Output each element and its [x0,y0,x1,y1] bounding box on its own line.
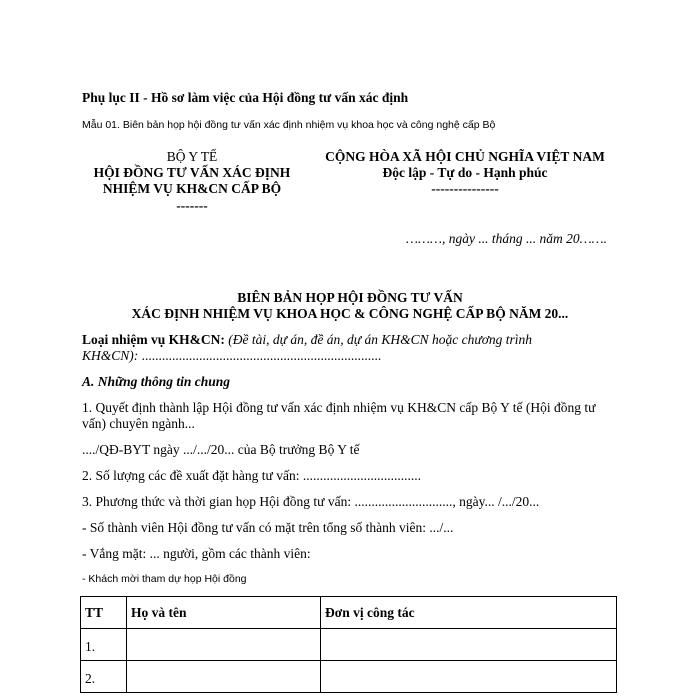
attendee-table [80,596,617,693]
members-present: - Số thành viên Hội đồng tư vấn có mặt trên tổng số thành viên: .../... [82,520,454,535]
item1-decision: ..../QĐ-BYT ngày .../.../20... của Bộ trưởng Bộ Y tế [82,442,360,457]
item1-line2: vấn) chuyên ngành... [82,416,195,431]
cell-tt: 2. [81,661,127,693]
item3: 3. Phương thức và thời gian họp Hội đồng tư vấn: ............................., ngày... /.../20... [82,494,540,509]
table-row [81,661,617,693]
cell-unit [321,661,617,693]
task-type-label: Loại nhiệm vụ KH&CN: [82,332,225,347]
doc-title-line1: BIÊN BẢN HỌP HỘI ĐỒNG TƯ VẤN [237,290,463,305]
members-absent: - Vắng mặt: ... người, gồm các thành viên: [82,546,311,561]
table-row [81,629,617,661]
cell-name [127,661,321,693]
table-header-row [81,597,617,629]
section-a-heading: A. Những thông tin chung [82,374,231,389]
guests-line: - Khách mời tham dự họp Hội đồng [82,573,247,585]
header-unit: Đơn vị công tác [321,597,617,629]
cell-unit [321,629,617,661]
task-type-hint-cont: KH&CN): [82,348,139,363]
cell-tt: 1. [81,629,127,661]
task-type-dots: ....................................................................... [138,348,382,363]
ministry-name: BỘ Y TẾ [166,149,218,164]
country-name: CỘNG HÒA XÃ HỘI CHỦ NGHĨA VIỆT NAM [325,149,605,164]
item1-line1: 1. Quyết định thành lập Hội đồng tư vấn xác định nhiệm vụ KH&CN cấp Bộ Y tế (Hội đồng tư [82,400,596,415]
form-subtitle: Mẫu 01. Biên bản họp hội đồng tư vấn xác định nhiệm vụ khoa học và công nghệ cấp Bộ [82,119,496,131]
right-header-divider: --------------- [431,181,499,196]
item2: 2. Số lượng các đề xuất đặt hàng tư vấn: ................................... [82,468,421,483]
task-type-line1 [82,332,532,348]
header-tt: TT [81,597,127,629]
cell-name [127,629,321,661]
council-name-line2: NHIỆM VỤ KH&CN CẤP BỘ [102,181,282,196]
doc-title-line2: XÁC ĐỊNH NHIỆM VỤ KHOA HỌC & CÔNG NGHỆ CẤP BỘ NĂM 20... [131,306,569,321]
task-type-hint: (Đề tài, dự án, đề án, dự án KH&CN hoặc chương trình [228,332,533,347]
left-header-divider: ------- [176,198,208,213]
header-name: Họ và tên [127,597,321,629]
task-type-line2 [82,348,381,364]
date-line: ………, ngày ... tháng ... năm 20……. [406,231,608,246]
appendix-title: Phụ lục II - Hồ sơ làm việc của Hội đồng tư vấn xác định [82,90,409,105]
council-name-line1: HỘI ĐỒNG TƯ VẤN XÁC ĐỊNH [93,165,291,180]
national-motto: Độc lập - Tự do - Hạnh phúc [382,165,548,180]
